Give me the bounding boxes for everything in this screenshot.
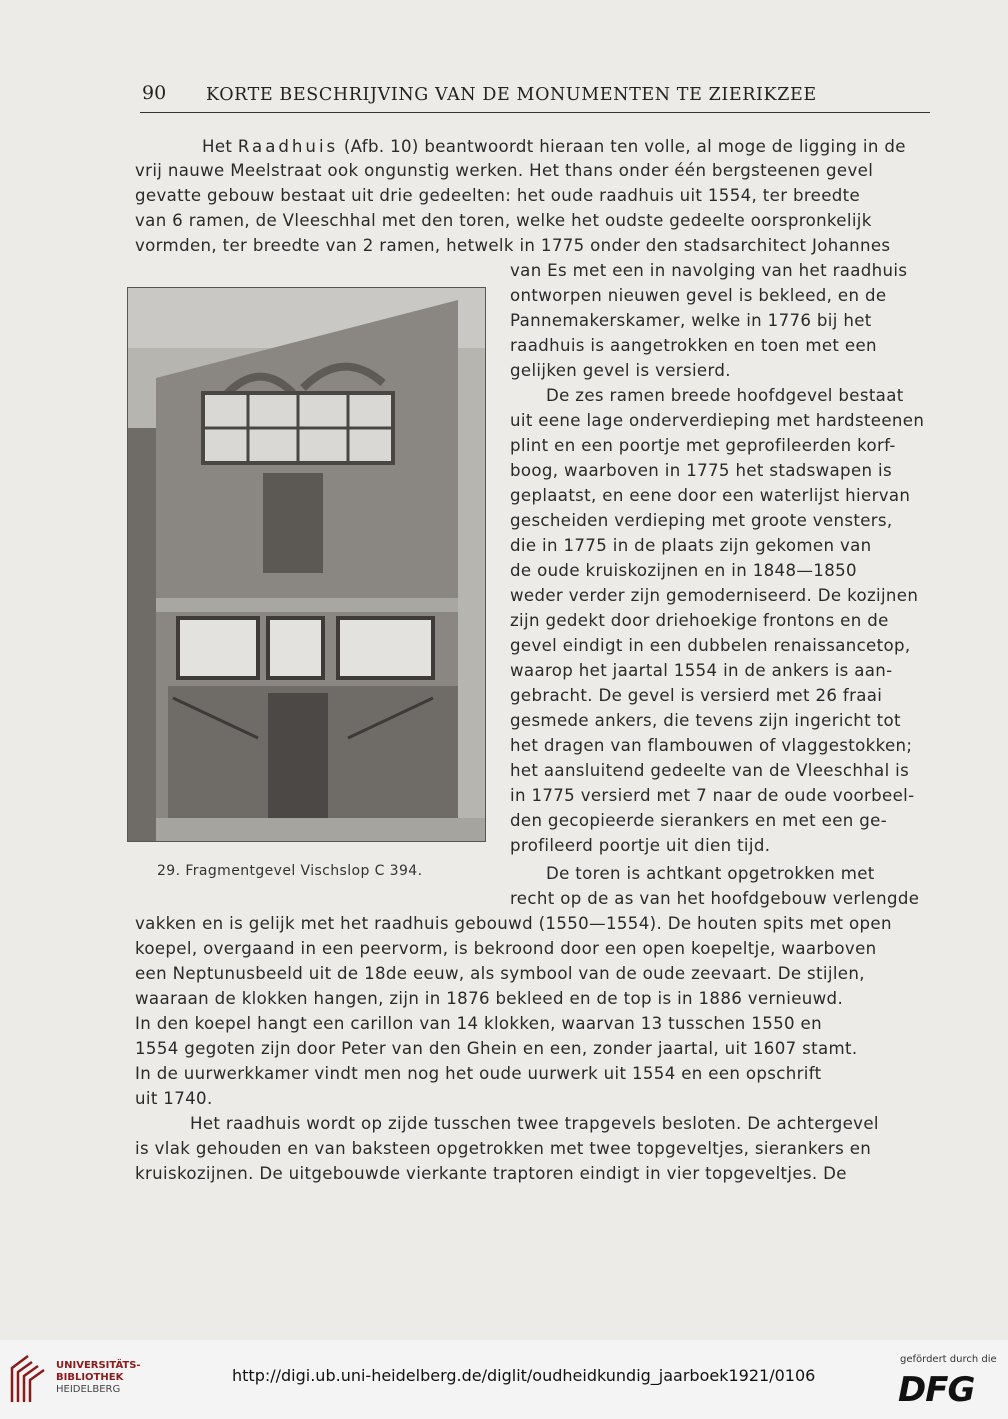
text-line: die in 1775 in de plaats zijn gekomen van — [510, 536, 872, 555]
text-line: Pannemakerskamer, welke in 1776 bij het — [510, 311, 872, 330]
page-number: 90 — [142, 82, 167, 104]
library-line: HEIDELBERG — [56, 1384, 121, 1395]
text-line: gescheiden verdieping met groote vensters, — [510, 511, 893, 530]
text-line: gevel eindigt in een dubbelen renaissancetop, — [510, 636, 911, 655]
text-span: Het — [202, 137, 238, 156]
text-line: In de uurwerkkamer vindt men nog het oude uurwerk uit 1554 en een opschrift — [135, 1064, 822, 1083]
text-line: profileerd poortje uit dien tijd. — [510, 836, 771, 855]
text-line: van 6 ramen, de Vleeschhal met den toren, welke het oudste gedeelte oorspronkelijk — [135, 211, 872, 230]
text-line: van Es met een in navolging van het raadhuis — [510, 261, 908, 280]
text-line: raadhuis is aangetrokken en toen met een — [510, 336, 877, 355]
text-line: den gecopieerde sierankers en met een ge- — [510, 811, 888, 830]
page-header — [140, 82, 930, 113]
text-line: recht op de as van het hoofdgebouw verlengde — [510, 889, 920, 908]
text-line: gevatte gebouw bestaat uit drie gedeelten: het oude raadhuis uit 1554, ter breedte — [135, 186, 861, 205]
university-library-logo-icon — [10, 1354, 46, 1404]
running-title: KORTE BESCHRIJVING VAN DE MONUMENTEN TE ZIERIKZEE — [206, 85, 817, 105]
text-line: In den koepel hangt een carillon van 14 klokken, waarvan 13 tusschen 1550 en — [135, 1014, 822, 1033]
text-line: De toren is achtkant opgetrokken met — [546, 864, 875, 883]
text-line: de oude kruiskozijnen en in 1848—1850 — [510, 561, 857, 580]
text-line: De zes ramen breede hoofdgevel bestaat — [546, 386, 904, 405]
permalink-url[interactable]: http://digi.ub.uni-heidelberg.de/diglit/oudheidkundig_jaarboek1921/0106 — [232, 1366, 816, 1385]
facade-photograph — [127, 287, 486, 842]
text-line: het aansluitend gedeelte van de Vleeschhal is — [510, 761, 910, 780]
dfg-logo: DFG — [898, 1370, 975, 1410]
funded-by-label: gefördert durch die — [900, 1354, 997, 1365]
text-line: gebracht. De gevel is versierd met 26 fraai — [510, 686, 883, 705]
library-name — [56, 1360, 141, 1396]
text-line: uit eene lage onderverdieping met hardsteenen — [510, 411, 925, 430]
text-line: uit 1740. — [135, 1089, 213, 1108]
text-line: koepel, overgaand in een peervorm, is bekroond door een open koepeltje, waarboven — [135, 939, 877, 958]
text-line: kruiskozijnen. De uitgebouwde vierkante traptoren eindigt in vier topgeveltjes. De — [135, 1164, 847, 1183]
digitization-footer — [0, 1340, 1008, 1419]
text-line — [202, 136, 935, 158]
text-line: een Neptunusbeeld uit de 18de eeuw, als symbool van de oude zeevaart. De stijlen, — [135, 964, 865, 983]
text-line: waarop het jaartal 1554 in de ankers is aan- — [510, 661, 893, 680]
text-line: weder verder zijn gemoderniseerd. De kozijnen — [510, 586, 919, 605]
text-line: geplaatst, en eene door een waterlijst hiervan — [510, 486, 911, 505]
library-line: UNIVERSITÄTS- — [56, 1360, 141, 1371]
text-line: plint en een poortje met geprofileerden korf- — [510, 436, 896, 455]
text-line: Het raadhuis wordt op zijde tusschen twee trapgevels besloten. De achtergevel — [190, 1114, 879, 1133]
text-line: vormden, ter breedte van 2 ramen, hetwelk in 1775 onder den stadsarchitect Johannes — [135, 236, 891, 255]
text-line: boog, waarboven in 1775 het stadswapen is — [510, 461, 892, 480]
text-line: 1554 gegoten zijn door Peter van den Ghein en een, zonder jaartal, uit 1607 stamt. — [135, 1039, 858, 1058]
facade-illustration — [128, 288, 485, 841]
text-line: waaraan de klokken hangen, zijn in 1876 bekleed en de top is in 1886 vernieuwd. — [135, 989, 844, 1008]
text-line: zijn gedekt door driehoekige frontons en de — [510, 611, 889, 630]
text-line: vrij nauwe Meelstraat ook ongunstig werken. Het thans onder één bergsteenen gevel — [135, 161, 874, 180]
text-line: ontworpen nieuwen gevel is bekleed, en de — [510, 286, 887, 305]
text-line: in 1775 versierd met 7 naar de oude voorbeel- — [510, 786, 915, 805]
figure-caption: 29. Fragmentgevel Vischslop C 394. — [157, 863, 423, 879]
library-line: BIBLIOTHEK — [56, 1372, 124, 1383]
text-line: gelijken gevel is versierd. — [510, 361, 731, 380]
text-line: is vlak gehouden en van baksteen opgetrokken met twee topgeveltjes, sierankers en — [135, 1139, 872, 1158]
text-line: het dragen van flambouwen of vlaggestokken; — [510, 736, 913, 755]
text-span: (Afb. 10) beantwoordt hieraan ten volle, al moge de ligging in de — [338, 137, 906, 156]
text-line: vakken en is gelijk met het raadhuis gebouwd (1550—1554). De houten spits met open — [135, 914, 892, 933]
spaced-word: Raadhuis — [237, 137, 339, 156]
text-line: gesmede ankers, die tevens zijn ingericht tot — [510, 711, 901, 730]
